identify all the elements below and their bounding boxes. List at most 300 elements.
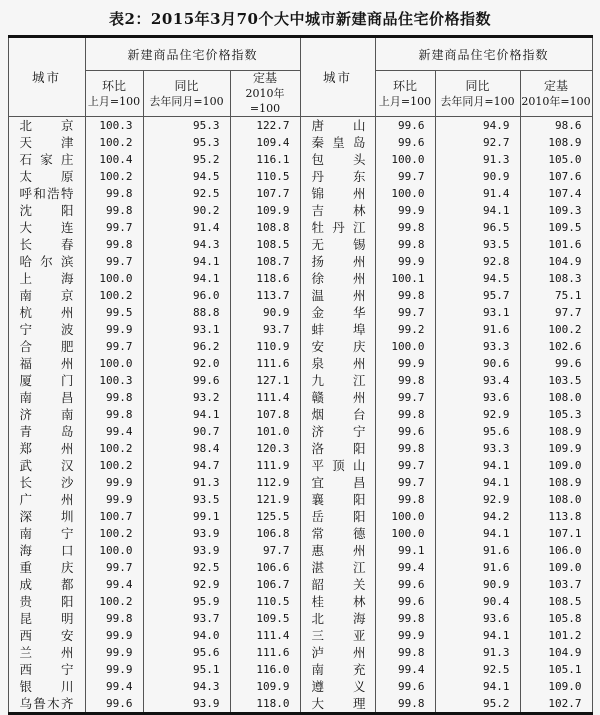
mom-index-cell: 100.0	[85, 542, 143, 559]
table-row	[8, 117, 592, 135]
mom-index-cell: 100.2	[85, 525, 143, 542]
table-row	[8, 474, 592, 491]
mom-index-cell: 99.8	[375, 219, 435, 236]
yoy-index-cell: 94.0	[143, 627, 230, 644]
mom-index-cell: 99.7	[85, 338, 143, 355]
city-cell	[300, 644, 375, 661]
mom-index-cell: 99.6	[375, 423, 435, 440]
city-cell	[8, 457, 85, 474]
city-cell	[8, 440, 85, 457]
mom-index-cell: 100.2	[85, 168, 143, 185]
fixed-base-index-cell: 113.8	[520, 508, 592, 525]
yoy-index-cell: 95.7	[435, 287, 520, 304]
city-cell	[8, 151, 85, 168]
header-mom-label: 环比	[392, 78, 417, 93]
fixed-base-index-cell: 109.0	[520, 457, 592, 474]
city-name: 长沙	[19, 475, 74, 490]
mom-index-cell: 99.6	[85, 695, 143, 714]
yoy-index-cell: 94.1	[435, 678, 520, 695]
city-name: 牡丹江	[311, 220, 366, 235]
city-name: 重庆	[19, 560, 74, 575]
yoy-index-cell: 91.3	[143, 474, 230, 491]
yoy-index-cell: 94.7	[143, 457, 230, 474]
city-cell	[300, 338, 375, 355]
yoy-index-cell: 94.1	[435, 525, 520, 542]
yoy-index-cell: 94.5	[143, 168, 230, 185]
mom-index-cell: 99.1	[375, 542, 435, 559]
table-row	[8, 576, 592, 593]
yoy-index-cell: 92.0	[143, 355, 230, 372]
fixed-base-index-cell: 101.2	[520, 627, 592, 644]
city-name: 深圳	[19, 509, 74, 524]
fixed-base-index-cell: 109.0	[520, 559, 592, 576]
fixed-base-index-cell: 109.0	[520, 678, 592, 695]
fixed-base-index-cell: 106.8	[230, 525, 300, 542]
yoy-index-cell: 91.6	[435, 542, 520, 559]
mom-index-cell: 99.4	[375, 661, 435, 678]
yoy-index-cell: 94.2	[435, 508, 520, 525]
yoy-index-cell: 90.9	[435, 576, 520, 593]
mom-index-cell: 99.2	[375, 321, 435, 338]
fixed-base-index-cell: 109.3	[520, 202, 592, 219]
table-row	[8, 151, 592, 168]
fixed-base-index-cell: 107.4	[520, 185, 592, 202]
city-name: 济宁	[311, 424, 366, 439]
fixed-base-index-cell: 107.7	[230, 185, 300, 202]
city-name: 洛阳	[311, 441, 366, 456]
yoy-index-cell: 93.3	[435, 338, 520, 355]
mom-index-cell: 100.0	[375, 185, 435, 202]
mom-index-cell: 99.8	[375, 491, 435, 508]
city-name: 秦皇岛	[311, 135, 366, 150]
city-cell	[300, 508, 375, 525]
fixed-base-index-cell: 102.6	[520, 338, 592, 355]
fixed-base-index-cell: 97.7	[230, 542, 300, 559]
fixed-base-index-cell: 106.6	[230, 559, 300, 576]
yoy-index-cell: 94.9	[435, 117, 520, 135]
city-name: 扬州	[311, 254, 366, 269]
mom-index-cell: 99.7	[85, 559, 143, 576]
city-cell	[8, 576, 85, 593]
yoy-index-cell: 95.6	[435, 423, 520, 440]
header-yoy-label: 同比	[465, 78, 490, 93]
city-cell	[300, 389, 375, 406]
yoy-index-cell: 95.2	[143, 151, 230, 168]
table-row	[8, 389, 592, 406]
yoy-index-cell: 91.4	[143, 219, 230, 236]
fixed-base-index-cell: 108.9	[520, 134, 592, 151]
city-name: 福州	[19, 356, 74, 371]
mom-index-cell: 100.0	[85, 355, 143, 372]
city-name: 成都	[19, 577, 74, 592]
fixed-base-index-cell: 97.7	[520, 304, 592, 321]
city-cell	[8, 117, 85, 135]
city-name: 乌鲁木齐	[19, 696, 74, 711]
city-name: 北京	[19, 118, 74, 133]
fixed-base-index-cell: 113.7	[230, 287, 300, 304]
fixed-base-index-cell: 101.0	[230, 423, 300, 440]
mom-index-cell: 99.4	[85, 576, 143, 593]
header-mom-label: 环比	[101, 78, 126, 93]
city-name: 包头	[311, 152, 366, 167]
fixed-base-index-cell: 98.6	[520, 117, 592, 135]
fixed-base-index-cell: 108.8	[230, 219, 300, 236]
fixed-base-index-cell: 105.0	[520, 151, 592, 168]
yoy-index-cell: 94.1	[435, 202, 520, 219]
city-name: 惠州	[311, 543, 366, 558]
city-cell	[300, 423, 375, 440]
city-name: 哈尔滨	[19, 254, 74, 269]
mom-index-cell: 99.8	[85, 406, 143, 423]
city-cell	[300, 491, 375, 508]
yoy-index-cell: 94.3	[143, 678, 230, 695]
mom-index-cell: 99.4	[375, 559, 435, 576]
yoy-index-cell: 98.4	[143, 440, 230, 457]
city-name: 宁波	[19, 322, 74, 337]
header-yoy-left	[143, 71, 230, 117]
mom-index-cell: 99.7	[375, 474, 435, 491]
yoy-index-cell: 92.5	[143, 559, 230, 576]
city-cell	[300, 474, 375, 491]
city-name: 韶关	[311, 577, 366, 592]
table-row	[8, 525, 592, 542]
city-cell	[300, 236, 375, 253]
fixed-base-index-cell: 106.7	[230, 576, 300, 593]
city-name: 丹东	[311, 169, 366, 184]
fixed-base-index-cell: 127.1	[230, 372, 300, 389]
yoy-index-cell: 93.9	[143, 542, 230, 559]
city-cell	[8, 423, 85, 440]
header-group-right: 新建商品住宅价格指数	[375, 37, 592, 71]
city-name: 厦门	[19, 373, 74, 388]
fixed-base-index-cell: 110.9	[230, 338, 300, 355]
yoy-index-cell: 92.5	[435, 661, 520, 678]
yoy-index-cell: 92.9	[435, 491, 520, 508]
mom-index-cell: 100.0	[85, 270, 143, 287]
mom-index-cell: 100.0	[375, 508, 435, 525]
city-name: 常德	[311, 526, 366, 541]
yoy-index-cell: 94.1	[435, 474, 520, 491]
mom-index-cell: 100.2	[85, 134, 143, 151]
yoy-index-cell: 92.9	[143, 576, 230, 593]
fixed-base-index-cell: 120.3	[230, 440, 300, 457]
fixed-base-index-cell: 108.9	[520, 474, 592, 491]
city-cell	[300, 355, 375, 372]
mom-index-cell: 100.0	[375, 151, 435, 168]
city-cell	[8, 185, 85, 202]
table-row	[8, 542, 592, 559]
yoy-index-cell: 90.7	[143, 423, 230, 440]
mom-index-cell: 99.4	[85, 678, 143, 695]
fixed-base-index-cell: 105.3	[520, 406, 592, 423]
yoy-index-cell: 93.5	[143, 491, 230, 508]
city-name: 海口	[19, 543, 74, 558]
city-name: 湛江	[311, 560, 366, 575]
fixed-base-index-cell: 102.7	[520, 695, 592, 714]
fixed-base-index-cell: 100.2	[520, 321, 592, 338]
city-cell	[8, 695, 85, 714]
city-name: 蚌埠	[311, 322, 366, 337]
table-row	[8, 406, 592, 423]
yoy-index-cell: 91.6	[435, 559, 520, 576]
fixed-base-index-cell: 93.7	[230, 321, 300, 338]
yoy-index-cell: 93.5	[435, 236, 520, 253]
mom-index-cell: 99.8	[375, 695, 435, 714]
mom-index-cell: 100.3	[85, 372, 143, 389]
fixed-base-index-cell: 118.0	[230, 695, 300, 714]
city-name: 赣州	[311, 390, 366, 405]
header-fixed-base-base: 2010年=100	[245, 87, 285, 115]
mom-index-cell: 99.8	[375, 440, 435, 457]
city-cell	[300, 559, 375, 576]
yoy-index-cell: 93.6	[435, 610, 520, 627]
city-cell	[8, 661, 85, 678]
yoy-index-cell: 91.6	[435, 321, 520, 338]
city-name: 上海	[19, 271, 74, 286]
city-cell	[300, 117, 375, 135]
city-cell	[8, 491, 85, 508]
fixed-base-index-cell: 106.0	[520, 542, 592, 559]
yoy-index-cell: 91.3	[435, 151, 520, 168]
table-row	[8, 644, 592, 661]
city-cell	[300, 542, 375, 559]
yoy-index-cell: 96.0	[143, 287, 230, 304]
fixed-base-index-cell: 108.5	[520, 593, 592, 610]
city-cell	[300, 372, 375, 389]
fixed-base-index-cell: 109.9	[230, 202, 300, 219]
table-row	[8, 627, 592, 644]
mom-index-cell: 99.6	[375, 576, 435, 593]
mom-index-cell: 99.9	[85, 627, 143, 644]
fixed-base-index-cell: 121.9	[230, 491, 300, 508]
yoy-index-cell: 92.8	[435, 253, 520, 270]
yoy-index-cell: 93.9	[143, 695, 230, 714]
city-cell	[8, 236, 85, 253]
city-cell	[8, 542, 85, 559]
mom-index-cell: 99.9	[375, 253, 435, 270]
city-cell	[300, 253, 375, 270]
table-row	[8, 423, 592, 440]
table-row	[8, 321, 592, 338]
city-name: 杭州	[19, 305, 74, 320]
yoy-index-cell: 96.2	[143, 338, 230, 355]
header-fixed-base-label: 定基	[252, 71, 277, 85]
city-cell	[8, 644, 85, 661]
fixed-base-index-cell: 107.8	[230, 406, 300, 423]
city-name: 锦州	[311, 186, 366, 201]
city-name: 桂林	[311, 594, 366, 609]
city-cell	[300, 219, 375, 236]
city-cell	[8, 372, 85, 389]
yoy-index-cell: 93.9	[143, 525, 230, 542]
header-yoy-label: 同比	[174, 78, 199, 93]
header-fixed-base-base: 2010年=100	[521, 94, 591, 108]
fixed-base-index-cell: 103.5	[520, 372, 592, 389]
header-city-left: 城市	[8, 37, 85, 117]
yoy-index-cell: 91.4	[435, 185, 520, 202]
city-name: 南宁	[19, 526, 74, 541]
city-name: 烟台	[311, 407, 366, 422]
mom-index-cell: 99.8	[375, 372, 435, 389]
yoy-index-cell: 90.4	[435, 593, 520, 610]
mom-index-cell: 99.6	[375, 134, 435, 151]
city-name: 南京	[19, 288, 74, 303]
city-cell	[8, 389, 85, 406]
table-row	[8, 508, 592, 525]
yoy-index-cell: 95.1	[143, 661, 230, 678]
yoy-index-cell: 91.3	[435, 644, 520, 661]
city-name: 安庆	[311, 339, 366, 354]
yoy-index-cell: 94.5	[435, 270, 520, 287]
city-cell	[8, 270, 85, 287]
yoy-index-cell: 95.9	[143, 593, 230, 610]
table-row	[8, 202, 592, 219]
yoy-index-cell: 93.1	[435, 304, 520, 321]
yoy-index-cell: 95.6	[143, 644, 230, 661]
header-group-left: 新建商品住宅价格指数	[85, 37, 300, 71]
city-name: 遵义	[311, 679, 366, 694]
fixed-base-index-cell: 110.5	[230, 168, 300, 185]
table-row	[8, 304, 592, 321]
table-row	[8, 440, 592, 457]
mom-index-cell: 100.1	[375, 270, 435, 287]
fixed-base-index-cell: 104.9	[520, 644, 592, 661]
city-cell	[8, 610, 85, 627]
mom-index-cell: 100.0	[375, 525, 435, 542]
yoy-index-cell: 92.5	[143, 185, 230, 202]
yoy-index-cell: 99.6	[143, 372, 230, 389]
fixed-base-index-cell: 109.5	[230, 610, 300, 627]
city-cell	[8, 321, 85, 338]
yoy-index-cell: 93.3	[435, 440, 520, 457]
city-name: 石家庄	[19, 152, 74, 167]
fixed-base-index-cell: 118.6	[230, 270, 300, 287]
city-cell	[8, 219, 85, 236]
fixed-base-index-cell: 103.7	[520, 576, 592, 593]
table-row	[8, 457, 592, 474]
city-cell	[300, 202, 375, 219]
fixed-base-index-cell: 107.1	[520, 525, 592, 542]
yoy-index-cell: 93.7	[143, 610, 230, 627]
city-cell	[8, 525, 85, 542]
city-name: 贵阳	[19, 594, 74, 609]
mom-index-cell: 99.9	[85, 644, 143, 661]
mom-index-cell: 99.7	[85, 219, 143, 236]
city-cell	[8, 304, 85, 321]
mom-index-cell: 99.9	[375, 202, 435, 219]
city-name: 大理	[311, 696, 366, 711]
fixed-base-index-cell: 109.4	[230, 134, 300, 151]
city-name: 南充	[311, 662, 366, 677]
yoy-index-cell: 92.9	[435, 406, 520, 423]
mom-index-cell: 99.8	[375, 236, 435, 253]
city-cell	[300, 627, 375, 644]
fixed-base-index-cell: 112.9	[230, 474, 300, 491]
city-cell	[300, 440, 375, 457]
city-cell	[8, 678, 85, 695]
table-row	[8, 559, 592, 576]
yoy-index-cell: 93.1	[143, 321, 230, 338]
table-row	[8, 661, 592, 678]
mom-index-cell: 99.7	[85, 253, 143, 270]
mom-index-cell: 99.9	[85, 321, 143, 338]
header-yoy-right	[435, 71, 520, 117]
yoy-index-cell: 94.1	[143, 253, 230, 270]
header-mom-base: 上月=100	[87, 94, 141, 108]
fixed-base-index-cell: 108.7	[230, 253, 300, 270]
city-cell	[8, 287, 85, 304]
mom-index-cell: 99.8	[375, 406, 435, 423]
table-row	[8, 610, 592, 627]
mom-index-cell: 100.2	[85, 287, 143, 304]
table-row	[8, 678, 592, 695]
yoy-index-cell: 93.6	[435, 389, 520, 406]
mom-index-cell: 99.8	[85, 202, 143, 219]
yoy-index-cell: 93.4	[435, 372, 520, 389]
city-cell	[300, 610, 375, 627]
mom-index-cell: 99.8	[375, 610, 435, 627]
yoy-index-cell: 93.2	[143, 389, 230, 406]
fixed-base-index-cell: 110.5	[230, 593, 300, 610]
city-cell	[300, 134, 375, 151]
city-cell	[8, 338, 85, 355]
table-row	[8, 134, 592, 151]
city-cell	[8, 168, 85, 185]
city-name: 昆明	[19, 611, 74, 626]
mom-index-cell: 99.7	[375, 457, 435, 474]
mom-index-cell: 99.4	[85, 423, 143, 440]
header-mom-right	[375, 71, 435, 117]
table-row	[8, 372, 592, 389]
yoy-index-cell: 90.9	[435, 168, 520, 185]
city-name: 西安	[19, 628, 74, 643]
city-cell	[8, 593, 85, 610]
mom-index-cell: 99.8	[85, 389, 143, 406]
city-cell	[300, 695, 375, 714]
city-cell	[300, 185, 375, 202]
fixed-base-index-cell: 111.9	[230, 457, 300, 474]
table-row	[8, 593, 592, 610]
mom-index-cell: 99.8	[85, 236, 143, 253]
table-row	[8, 491, 592, 508]
mom-index-cell: 99.5	[85, 304, 143, 321]
city-name: 银川	[19, 679, 74, 694]
city-name: 宜昌	[311, 475, 366, 490]
fixed-base-index-cell: 108.3	[520, 270, 592, 287]
mom-index-cell: 99.8	[375, 644, 435, 661]
city-name: 西宁	[19, 662, 74, 677]
mom-index-cell: 99.9	[375, 627, 435, 644]
city-cell	[300, 593, 375, 610]
city-name: 泉州	[311, 356, 366, 371]
header-fixed-base-label: 定基	[543, 78, 568, 93]
yoy-index-cell: 99.1	[143, 508, 230, 525]
city-cell	[300, 321, 375, 338]
city-name: 泸州	[311, 645, 366, 660]
fixed-base-index-cell: 116.0	[230, 661, 300, 678]
fixed-base-index-cell: 108.0	[520, 491, 592, 508]
fixed-base-index-cell: 75.1	[520, 287, 592, 304]
table-row	[8, 287, 592, 304]
city-name: 无锡	[311, 237, 366, 252]
header-city-right: 城市	[300, 37, 375, 117]
yoy-index-cell: 96.5	[435, 219, 520, 236]
city-name: 三亚	[311, 628, 366, 643]
fixed-base-index-cell: 104.9	[520, 253, 592, 270]
city-cell	[300, 168, 375, 185]
city-name: 吉林	[311, 203, 366, 218]
header-mom-left	[85, 71, 143, 117]
